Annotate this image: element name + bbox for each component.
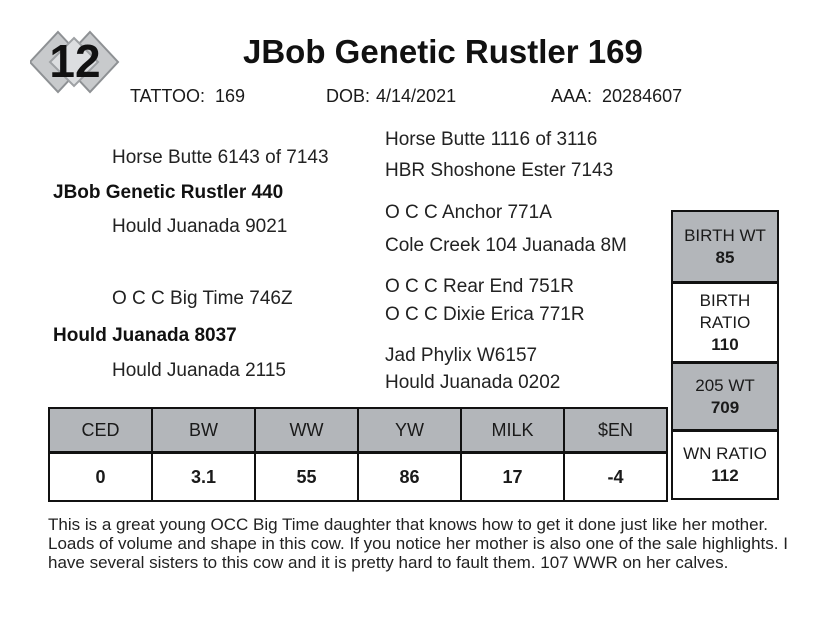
epd-header-bw: BW — [153, 409, 256, 451]
weaning-ratio-label: WN RATIO — [683, 444, 767, 463]
epd-header-yw: YW — [359, 409, 462, 451]
performance-panel — [671, 210, 779, 500]
pedigree-sire-sire-dam: HBR Shoshone Ester 7143 — [385, 160, 614, 181]
lot-comments: This is a great young OCC Big Time daughter that knows how to get it done just like her mother. Loads of volume and shape in this cow. If you notice her mother is also one of the sale highlights. I have several sisters to this cow and it is pretty hard to fault them. 107 WWR on her calves. — [48, 515, 788, 572]
birth-weight-value: 85 — [715, 247, 735, 267]
epd-header-row — [50, 409, 666, 454]
epd-header-en: $EN — [597, 419, 633, 440]
birth-ratio-value: 110 — [711, 334, 739, 354]
birth-weight-box — [673, 212, 777, 284]
tattoo-field — [130, 86, 245, 107]
epd-value-en: -4 — [607, 466, 624, 487]
epd-value-ww: 55 — [256, 454, 359, 500]
aaa-field — [551, 86, 682, 107]
epd-table — [48, 407, 668, 502]
pedigree-dam-sire-sire: O C C Rear End 751R — [385, 276, 575, 297]
weight-205-label: 205 WT — [695, 375, 755, 395]
weight-205-value: 709 — [710, 397, 740, 417]
pedigree-dam-dam-sire: Jad Phylix W6157 — [385, 345, 538, 366]
pedigree-sire: JBob Genetic Rustler 440 — [53, 182, 284, 203]
pedigree-sire-dam-dam: Cole Creek 104 Juanada 8M — [385, 235, 627, 256]
aaa-label: AAA: — [551, 86, 593, 106]
epd-value-milk: 17 — [462, 454, 565, 500]
lot-number: 12 — [49, 35, 101, 87]
weaning-ratio-value: 112 — [711, 466, 739, 485]
epd-header-ww: WW — [256, 409, 359, 451]
weaning-ratio-box — [673, 432, 777, 498]
pedigree-dam-dam: Hould Juanada 2115 — [112, 360, 286, 381]
lot-badge — [30, 30, 120, 94]
pedigree-dam-sire: O C C Big Time 746Z — [112, 288, 293, 309]
pedigree-sire-dam-sire: O C C Anchor 771A — [385, 202, 552, 223]
epd-value-row — [50, 454, 666, 500]
dob-field — [326, 86, 456, 107]
pedigree-dam-dam-dam: Hould Juanada 0202 — [385, 372, 561, 393]
weight-205-box — [673, 364, 777, 432]
pedigree-sire-dam: Hould Juanada 9021 — [112, 216, 288, 237]
epd-value-yw: 86 — [359, 454, 462, 500]
epd-value-ced: 0 — [50, 454, 153, 500]
epd-value-bw: 3.1 — [153, 454, 256, 500]
birth-ratio-label-line1: BIRTH — [699, 290, 751, 310]
tattoo-value: 169 — [215, 86, 246, 106]
pedigree-sire-sire-sire: Horse Butte 1116 of 3116 — [385, 129, 598, 150]
epd-header-ced: CED — [50, 409, 153, 451]
aaa-value: 20284607 — [602, 86, 683, 106]
pedigree-sire-sire: Horse Butte 6143 of 7143 — [112, 147, 329, 168]
birth-ratio-label-line2: RATIO — [699, 312, 751, 332]
animal-name: JBob Genetic Rustler 169 — [243, 33, 643, 70]
dob-label: DOB: — [326, 86, 371, 106]
tattoo-label: TATTOO: — [130, 86, 205, 106]
pedigree-dam: Hould Juanada 8037 — [53, 325, 237, 346]
dob-value: 4/14/2021 — [376, 86, 457, 106]
epd-header-milk: MILK — [462, 409, 565, 451]
birth-weight-label: BIRTH WT — [684, 225, 766, 245]
pedigree-dam-sire-dam: O C C Dixie Erica 771R — [385, 304, 585, 325]
birth-ratio-box — [673, 284, 777, 364]
